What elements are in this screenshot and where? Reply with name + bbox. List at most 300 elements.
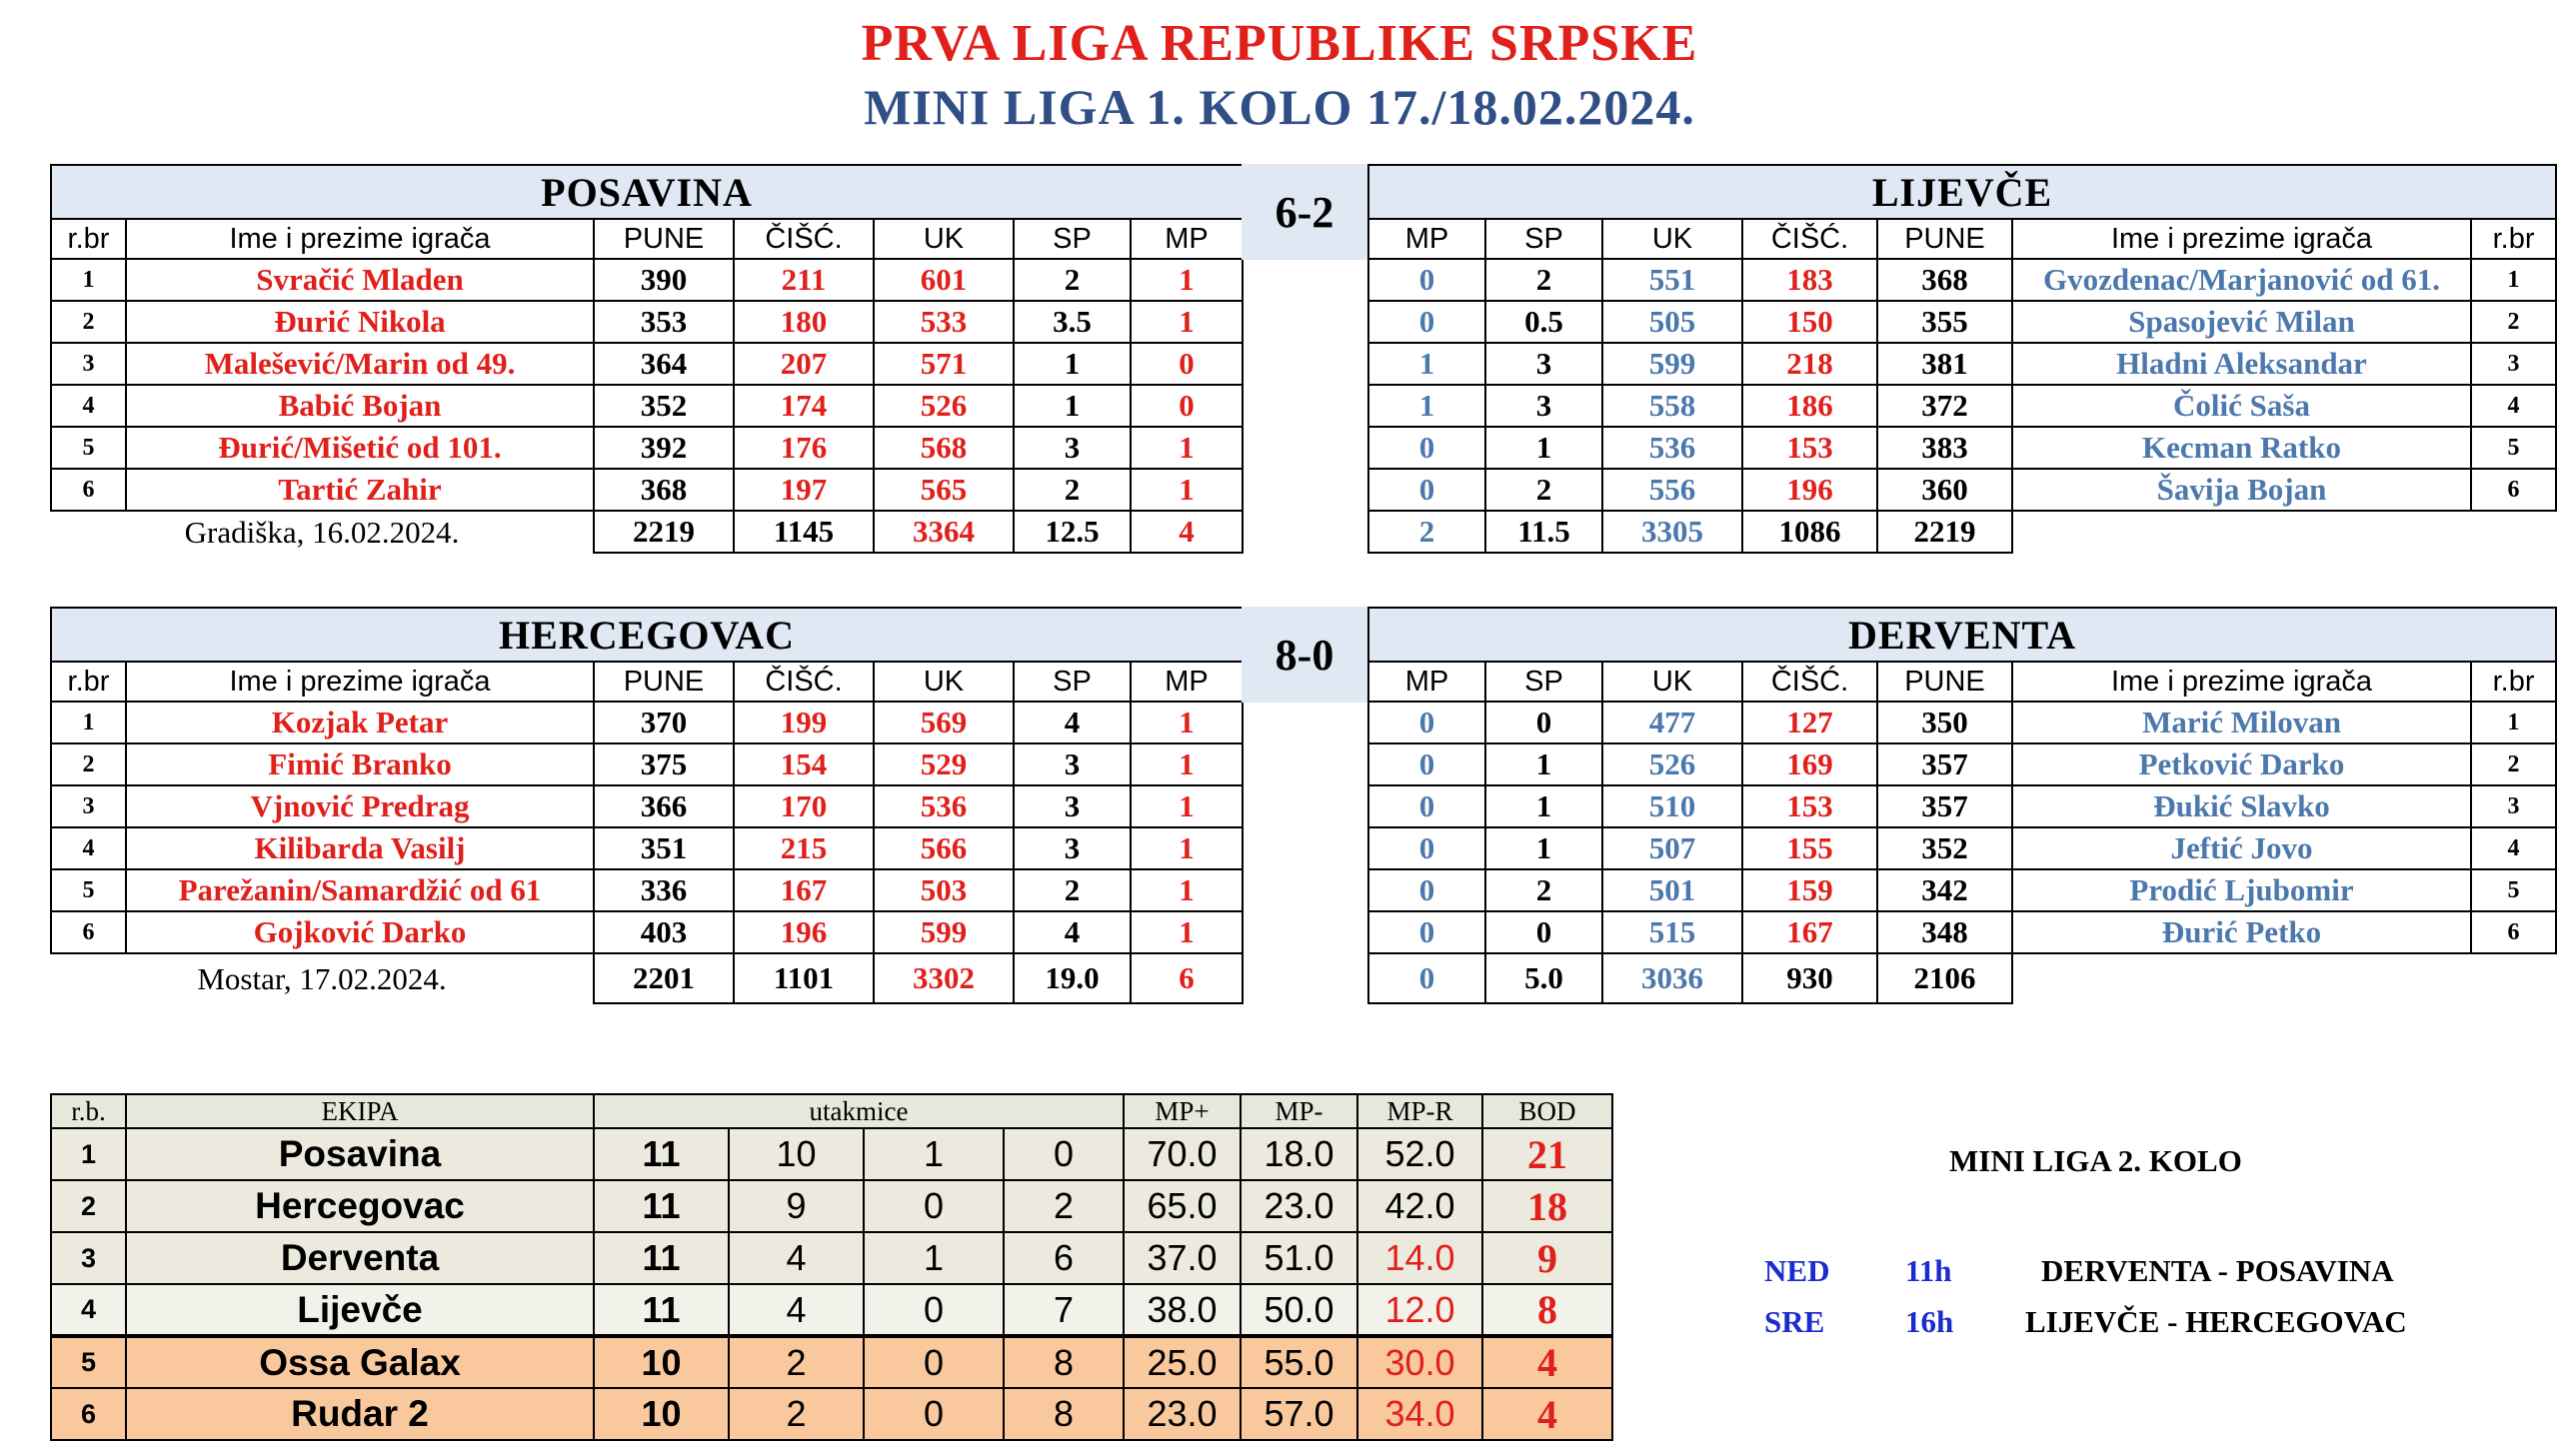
st-won: 9 [729,1180,864,1232]
player-cisc: 180 [734,301,874,343]
st-draw: 1 [864,1232,1004,1284]
col-sp: SP [1014,219,1131,259]
player-cisc: 127 [1742,702,1877,743]
total-sp: 5.0 [1485,953,1602,1003]
player-name: Malešević/Marin od 49. [126,343,594,385]
total-mp: 6 [1131,953,1243,1003]
player-name: Marić Milovan [2012,702,2471,743]
player-sp: 2 [1014,469,1131,511]
st-draw: 0 [864,1284,1004,1336]
player-rb: 2 [2471,743,2556,785]
player-name: Prodić Ljubomir [2012,869,2471,911]
match1-away-header-row [1368,219,2556,259]
player-uk: 501 [1602,869,1742,911]
player-cisc: 196 [734,911,874,953]
player-pune: 357 [1877,785,2012,827]
player-rb: 4 [2471,385,2556,427]
player-pune: 372 [1877,385,2012,427]
player-name: Babić Bojan [126,385,594,427]
total-cisc: 1145 [734,511,874,553]
player-rb: 5 [51,427,126,469]
player-rb: 6 [51,911,126,953]
player-sp: 1 [1485,743,1602,785]
player-name: Čolić Saša [2012,385,2471,427]
match1-location: Gradiška, 16.02.2024. [184,514,460,550]
player-uk: 505 [1602,301,1742,343]
col-rb: r.br [2471,219,2556,259]
player-sp: 3 [1014,427,1131,469]
player-pune: 381 [1877,343,2012,385]
total-uk: 3036 [1602,953,1742,1003]
standings-row [51,1336,1612,1388]
match2-home-table [50,607,1244,1004]
player-uk: 510 [1602,785,1742,827]
match2-home-total-row [51,953,1243,1003]
col-uk: UK [1602,219,1742,259]
player-sp: 1 [1014,385,1131,427]
player-row [1368,469,2556,511]
match2-away-table [1367,607,2557,1004]
standings-header-row [51,1094,1612,1128]
match1-home-team: POSAVINA [51,165,1243,219]
player-rb: 2 [51,743,126,785]
match1-home-table [50,164,1244,554]
st-lost: 8 [1004,1336,1124,1388]
player-name: Spasojević Milan [2012,301,2471,343]
player-name: Gojković Darko [126,911,594,953]
player-pune: 375 [594,743,734,785]
col-pune: PUNE [1877,219,2012,259]
match2-away-team: DERVENTA [1368,608,2556,662]
total-cisc: 1101 [734,953,874,1003]
player-rb: 4 [51,385,126,427]
st-mp-minus: 51.0 [1241,1232,1357,1284]
total-uk: 3305 [1602,511,1742,553]
player-cisc: 183 [1742,259,1877,301]
player-rb: 1 [2471,702,2556,743]
st-team: Derventa [126,1232,594,1284]
player-rb: 2 [2471,301,2556,343]
player-row [51,743,1243,785]
player-cisc: 169 [1742,743,1877,785]
total-mp: 0 [1368,953,1485,1003]
player-pune: 392 [594,427,734,469]
st-played: 10 [594,1388,729,1440]
player-mp: 0 [1368,869,1485,911]
col-sp: SP [1485,219,1602,259]
player-sp: 3 [1485,385,1602,427]
player-rb: 5 [2471,869,2556,911]
st-bod: 4 [1482,1336,1612,1388]
player-cisc: 197 [734,469,874,511]
player-mp: 1 [1131,785,1243,827]
player-sp: 0 [1485,702,1602,743]
player-cisc: 176 [734,427,874,469]
player-sp: 3 [1014,785,1131,827]
col-name: Ime i prezime igrača [2012,662,2471,702]
player-uk: 569 [874,702,1014,743]
match2-score: 8-0 [1242,607,1367,703]
standings-row [51,1284,1612,1336]
player-uk: 507 [1602,827,1742,869]
st-team: Lijevče [126,1284,594,1336]
st-team: Ossa Galax [126,1336,594,1388]
player-row [51,869,1243,911]
player-uk: 599 [874,911,1014,953]
player-row [51,301,1243,343]
player-row [1368,785,2556,827]
total-pune: 2106 [1877,953,2012,1003]
player-sp: 0 [1485,911,1602,953]
player-pune: 366 [594,785,734,827]
player-sp: 3 [1014,743,1131,785]
total-uk: 3364 [874,511,1014,553]
player-row [1368,869,2556,911]
st-rb: 5 [51,1336,126,1388]
col-uk: UK [1602,662,1742,702]
st-col-bod: BOD [1482,1094,1612,1128]
st-rb: 6 [51,1388,126,1440]
player-rb: 1 [2471,259,2556,301]
st-mp-r: 12.0 [1357,1284,1482,1336]
player-uk: 536 [1602,427,1742,469]
player-name: Gvozdenac/Marjanović od 61. [2012,259,2471,301]
col-pune: PUNE [1877,662,2012,702]
st-played: 11 [594,1232,729,1284]
player-pune: 342 [1877,869,2012,911]
next-round-title: MINI LIGA 2. KOLO [1949,1143,2242,1178]
player-sp: 2 [1014,869,1131,911]
player-row [51,259,1243,301]
st-played: 11 [594,1284,729,1336]
player-pune: 364 [594,343,734,385]
st-won: 2 [729,1388,864,1440]
col-uk: UK [874,219,1014,259]
match1-home-total-row [51,511,1243,553]
player-rb: 3 [51,343,126,385]
player-name: Šavija Bojan [2012,469,2471,511]
player-mp: 0 [1368,827,1485,869]
player-row [1368,911,2556,953]
player-mp: 1 [1368,385,1485,427]
player-name: Jeftić Jovo [2012,827,2471,869]
st-lost: 8 [1004,1388,1124,1440]
match2-location: Mostar, 17.02.2024. [197,960,447,996]
player-uk: 571 [874,343,1014,385]
next-game-time: 11h [1905,1253,1952,1288]
player-name: Petković Darko [2012,743,2471,785]
player-uk: 568 [874,427,1014,469]
player-rb: 1 [51,259,126,301]
player-cisc: 196 [1742,469,1877,511]
match1-score: 6-2 [1242,164,1367,260]
st-team: Rudar 2 [126,1388,594,1440]
st-rb: 2 [51,1180,126,1232]
player-cisc: 218 [1742,343,1877,385]
col-sp: SP [1485,662,1602,702]
player-sp: 4 [1014,911,1131,953]
st-mp-minus: 23.0 [1241,1180,1357,1232]
player-pune: 368 [594,469,734,511]
player-uk: 526 [874,385,1014,427]
player-name: Đurić/Mišetić od 101. [126,427,594,469]
player-mp: 1 [1131,743,1243,785]
player-row [1368,385,2556,427]
player-row [51,702,1243,743]
player-name: Fimić Branko [126,743,594,785]
player-rb: 5 [2471,427,2556,469]
player-rb: 6 [2471,469,2556,511]
next-game-day: SRE [1764,1304,1825,1339]
player-row [51,343,1243,385]
player-sp: 0.5 [1485,301,1602,343]
player-mp: 0 [1368,427,1485,469]
player-uk: 601 [874,259,1014,301]
st-won: 4 [729,1284,864,1336]
player-row [51,469,1243,511]
player-row [51,827,1243,869]
player-uk: 515 [1602,911,1742,953]
next-game-match: DERVENTA - POSAVINA [2041,1253,2394,1288]
st-mp-r: 42.0 [1357,1180,1482,1232]
player-cisc: 215 [734,827,874,869]
st-mp-r: 14.0 [1357,1232,1482,1284]
total-sp: 12.5 [1014,511,1131,553]
st-played: 11 [594,1180,729,1232]
player-sp: 1 [1485,427,1602,469]
player-uk: 503 [874,869,1014,911]
player-sp: 4 [1014,702,1131,743]
player-cisc: 174 [734,385,874,427]
player-pune: 360 [1877,469,2012,511]
player-cisc: 159 [1742,869,1877,911]
st-lost: 7 [1004,1284,1124,1336]
player-cisc: 155 [1742,827,1877,869]
total-pune: 2201 [594,953,734,1003]
player-pune: 353 [594,301,734,343]
st-col-rb: r.b. [51,1094,126,1128]
col-sp: SP [1014,662,1131,702]
total-sp: 19.0 [1014,953,1131,1003]
player-pune: 355 [1877,301,2012,343]
player-uk: 526 [1602,743,1742,785]
total-pune: 2219 [1877,511,2012,553]
st-mp-plus: 37.0 [1124,1232,1241,1284]
st-team: Posavina [126,1128,594,1180]
total-sp: 11.5 [1485,511,1602,553]
player-pune: 390 [594,259,734,301]
st-mp-minus: 18.0 [1241,1128,1357,1180]
player-uk: 556 [1602,469,1742,511]
page-subtitle: MINI LIGA 1. KOLO 17./18.02.2024. [864,79,1695,135]
st-rb: 4 [51,1284,126,1336]
player-cisc: 154 [734,743,874,785]
player-sp: 2 [1014,259,1131,301]
page-title: PRVA LIGA REPUBLIKE SRPSKE [861,15,1698,72]
next-game-day: NED [1764,1253,1830,1288]
player-cisc: 167 [1742,911,1877,953]
player-row [51,785,1243,827]
st-played: 10 [594,1336,729,1388]
st-lost: 0 [1004,1128,1124,1180]
player-sp: 1 [1485,827,1602,869]
col-cisc: ČIŠĆ. [734,219,874,259]
player-cisc: 153 [1742,427,1877,469]
player-cisc: 153 [1742,785,1877,827]
player-rb: 2 [51,301,126,343]
match1-away-team: LIJEVČE [1368,165,2556,219]
player-pune: 348 [1877,911,2012,953]
st-bod: 4 [1482,1388,1612,1440]
player-pune: 350 [1877,702,2012,743]
st-bod: 18 [1482,1180,1612,1232]
st-col-mp-minus: MP- [1241,1094,1357,1128]
player-mp: 1 [1368,343,1485,385]
player-mp: 0 [1368,301,1485,343]
player-name: Kilibarda Vasilj [126,827,594,869]
total-cisc: 1086 [1742,511,1877,553]
player-uk: 599 [1602,343,1742,385]
st-bod: 9 [1482,1232,1612,1284]
st-mp-r: 30.0 [1357,1336,1482,1388]
standings-table [50,1093,1613,1441]
player-name: Đurić Nikola [126,301,594,343]
player-rb: 4 [51,827,126,869]
col-mp: MP [1368,219,1485,259]
col-rb: r.br [51,662,126,702]
player-pune: 368 [1877,259,2012,301]
match1-away-table [1367,164,2557,554]
player-mp: 0 [1368,743,1485,785]
player-uk: 566 [874,827,1014,869]
player-mp: 1 [1131,301,1243,343]
player-sp: 3 [1014,827,1131,869]
col-cisc: ČIŠĆ. [1742,219,1877,259]
total-mp: 2 [1368,511,1485,553]
player-rb: 5 [51,869,126,911]
match2-home-header-row [51,662,1243,702]
player-rb: 3 [51,785,126,827]
st-col-mp-plus: MP+ [1124,1094,1241,1128]
player-cisc: 150 [1742,301,1877,343]
player-mp: 1 [1131,469,1243,511]
player-row [51,427,1243,469]
player-mp: 0 [1368,785,1485,827]
col-cisc: ČIŠĆ. [734,662,874,702]
player-mp: 1 [1131,427,1243,469]
player-mp: 0 [1368,702,1485,743]
st-played: 11 [594,1128,729,1180]
player-sp: 2 [1485,469,1602,511]
player-name: Kozjak Petar [126,702,594,743]
player-name: Vjnović Predrag [126,785,594,827]
match1-away-total-row [1368,511,2556,553]
st-draw: 0 [864,1180,1004,1232]
col-rb: r.br [2471,662,2556,702]
player-pune: 352 [1877,827,2012,869]
player-row [1368,702,2556,743]
player-pune: 352 [594,385,734,427]
player-pune: 336 [594,869,734,911]
player-row [1368,827,2556,869]
total-cisc: 930 [1742,953,1877,1003]
total-mp: 4 [1131,511,1243,553]
player-cisc: 186 [1742,385,1877,427]
player-uk: 533 [874,301,1014,343]
player-mp: 0 [1368,469,1485,511]
st-mp-plus: 23.0 [1124,1388,1241,1440]
player-mp: 0 [1368,259,1485,301]
player-uk: 551 [1602,259,1742,301]
total-uk: 3302 [874,953,1014,1003]
player-name: Kecman Ratko [2012,427,2471,469]
player-uk: 536 [874,785,1014,827]
col-name: Ime i prezime igrača [126,219,594,259]
st-won: 10 [729,1128,864,1180]
st-mp-minus: 50.0 [1241,1284,1357,1336]
col-cisc: ČIŠĆ. [1742,662,1877,702]
st-rb: 3 [51,1232,126,1284]
player-mp: 0 [1131,343,1243,385]
st-col-ekipa: EKIPA [126,1094,594,1128]
player-mp: 1 [1131,869,1243,911]
player-sp: 3 [1485,343,1602,385]
player-name: Đukić Slavko [2012,785,2471,827]
player-rb: 4 [2471,827,2556,869]
player-name: Parežanin/Samardžić od 61 [126,869,594,911]
player-cisc: 167 [734,869,874,911]
player-mp: 0 [1368,911,1485,953]
st-mp-plus: 65.0 [1124,1180,1241,1232]
player-uk: 529 [874,743,1014,785]
player-name: Hladni Aleksandar [2012,343,2471,385]
player-pune: 370 [594,702,734,743]
st-won: 2 [729,1336,864,1388]
player-rb: 6 [51,469,126,511]
st-rb: 1 [51,1128,126,1180]
st-team: Hercegovac [126,1180,594,1232]
match1-home-header-row [51,219,1243,259]
player-pune: 383 [1877,427,2012,469]
st-draw: 0 [864,1336,1004,1388]
player-mp: 0 [1131,385,1243,427]
player-sp: 3.5 [1014,301,1131,343]
player-rb: 1 [51,702,126,743]
standings-row [51,1388,1612,1440]
player-row [1368,259,2556,301]
next-game-match: LIJEVČE - HERCEGOVAC [2025,1304,2407,1339]
standings-row [51,1180,1612,1232]
match2-home-team: HERCEGOVAC [51,608,1243,662]
col-mp: MP [1131,662,1243,702]
player-sp: 2 [1485,259,1602,301]
st-draw: 0 [864,1388,1004,1440]
player-mp: 1 [1131,911,1243,953]
st-mp-plus: 38.0 [1124,1284,1241,1336]
st-col-utakmice: utakmice [594,1094,1124,1128]
col-name: Ime i prezime igrača [2012,219,2471,259]
player-cisc: 211 [734,259,874,301]
player-row [51,911,1243,953]
st-mp-plus: 70.0 [1124,1128,1241,1180]
player-row [1368,427,2556,469]
col-pune: PUNE [594,662,734,702]
st-mp-r: 34.0 [1357,1388,1482,1440]
col-mp: MP [1368,662,1485,702]
player-pune: 351 [594,827,734,869]
st-mp-r: 52.0 [1357,1128,1482,1180]
st-lost: 2 [1004,1180,1124,1232]
